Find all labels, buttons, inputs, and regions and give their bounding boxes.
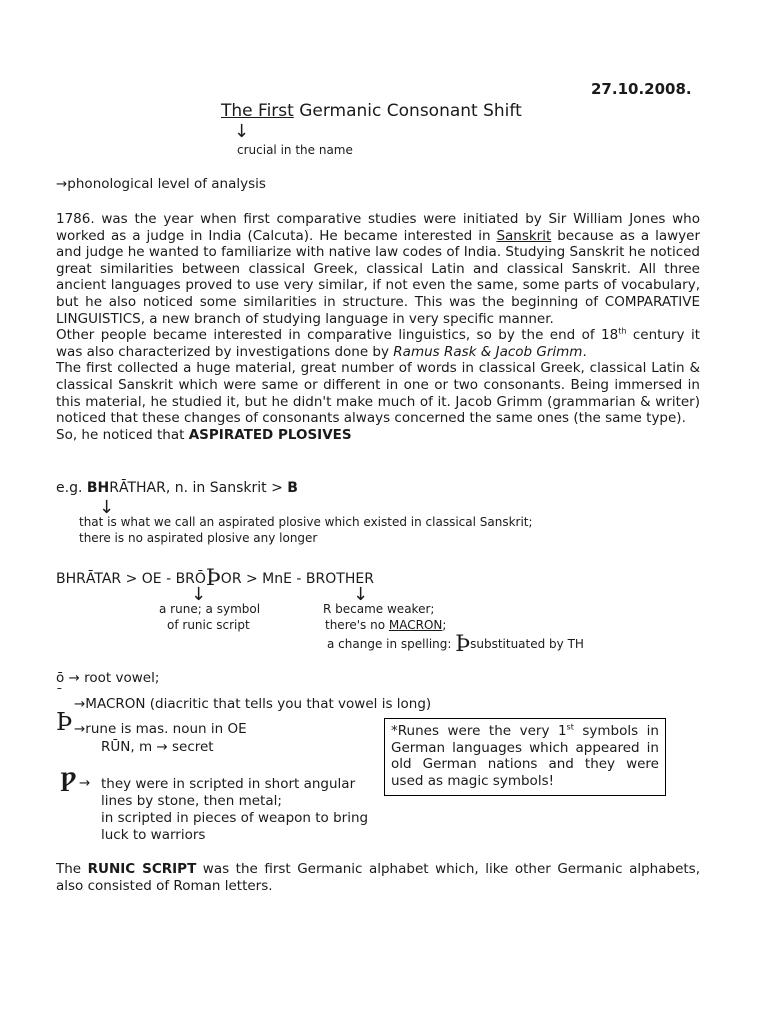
thorn-line: →rune is mas. noun in OE: [74, 721, 247, 737]
runes-note-box: *Runes were the very 1st symbols in German languages which appeared in old German nations and they were used as magic symbols!: [384, 718, 666, 796]
down-arrow-icon: ↓: [353, 584, 369, 605]
spelling-note: a change in spelling: Þsubstituated by TH: [327, 632, 584, 657]
wynn-line-2: lines by stone, then metal;: [101, 793, 282, 809]
wynn-line-4: luck to warriors: [101, 827, 206, 843]
macron-mark: ¯: [56, 686, 63, 702]
paragraph-2: Other people became interested in comparative linguistics, so by the end of 18th century it was also characterized by investigations done by Ramus Rask & Jacob Grimm.: [56, 326, 700, 360]
wynn-line-1: they were in scripted in short angular: [101, 776, 356, 792]
thorn-rune-icon: Þ: [205, 566, 221, 591]
final-paragraph: The RUNIC SCRIPT was the first Germanic alphabet which, like other Germanic alphabets, also consisted of Roman letters.: [56, 861, 700, 894]
wynn-arrow: →: [79, 775, 91, 791]
example-note-2: there is no aspirated plosive any longer: [79, 531, 318, 545]
root-vowel-line: ō → root vowel;: [56, 670, 160, 686]
title-underlined: The First: [221, 101, 294, 121]
down-arrow-icon: ↓: [99, 497, 115, 518]
wynn-line-3: in scripted in pieces of weapon to bring: [101, 810, 369, 826]
rune-note-2: of runic script: [167, 618, 250, 632]
title-note: crucial in the name: [237, 143, 353, 157]
document-title: [221, 101, 522, 121]
down-arrow-icon: ↓: [191, 584, 207, 605]
example-note-1: that is what we call an aspirated plosive which existed in classical Sanskrit;: [79, 515, 533, 529]
document-date: 27.10.2008.: [591, 80, 692, 98]
example-line: e.g. BHRĀTHAR, n. in Sanskrit > B: [56, 480, 298, 496]
run-line: RŪN, m → secret: [101, 739, 214, 755]
macron-line: →MACRON (diacritic that tells you that vowel is long): [74, 696, 432, 712]
down-arrow-icon: ↓: [234, 121, 250, 142]
thorn-rune-icon: Þ: [455, 632, 471, 657]
word-chain: BHRĀTAR > OE - BRŌÞOR > MnE - BROTHER: [56, 566, 374, 591]
paragraph-1: 1786. was the year when first comparative studies were initiated by Sir William Jones who worked as a judge in India (Calcuta). He became interested in Sanskrit because as a lawyer and judge he wanted to familiarize with native law codes of India. Studying Sanskrit he noticed great similarities between classical Greek, classical Latin and classical Sanskrit. All three ancient languages proved to use very similar, if not even the same, some parts of vocabulary, but he also noticed some similarities in structure. This was the beginning of COMPARATIVE LINGUISTICS, a new branch of studying language in very specific manner.: [56, 211, 700, 327]
sanskrit-link-text: Sanskrit: [496, 227, 552, 244]
r-note-1: R became weaker;: [323, 602, 435, 616]
wynn-rune-icon: Ƿ: [60, 768, 76, 792]
rune-note-1: a rune; a symbol: [159, 602, 261, 616]
thorn-rune-icon: Þ: [56, 708, 73, 736]
body-text: [56, 211, 700, 443]
paragraph-3: The first collected a huge material, great number of words in classical Greek, classical Latin & classical Sanskrit which were same or different in one or two consonants. Being immersed in this material, he studied it, but he didn't make much of it. Jacob Grimm (grammarian & writer) noticed that these changes of consonants always concerned the same ones (the same type).: [56, 360, 700, 427]
phonological-line: →phonological level of analysis: [56, 176, 266, 192]
paragraph-4: So, he noticed that ASPIRATED PLOSIVES: [56, 426, 352, 443]
r-note-2: there's no MACRON;: [325, 618, 447, 632]
title-rest: Germanic Consonant Shift: [299, 101, 522, 121]
